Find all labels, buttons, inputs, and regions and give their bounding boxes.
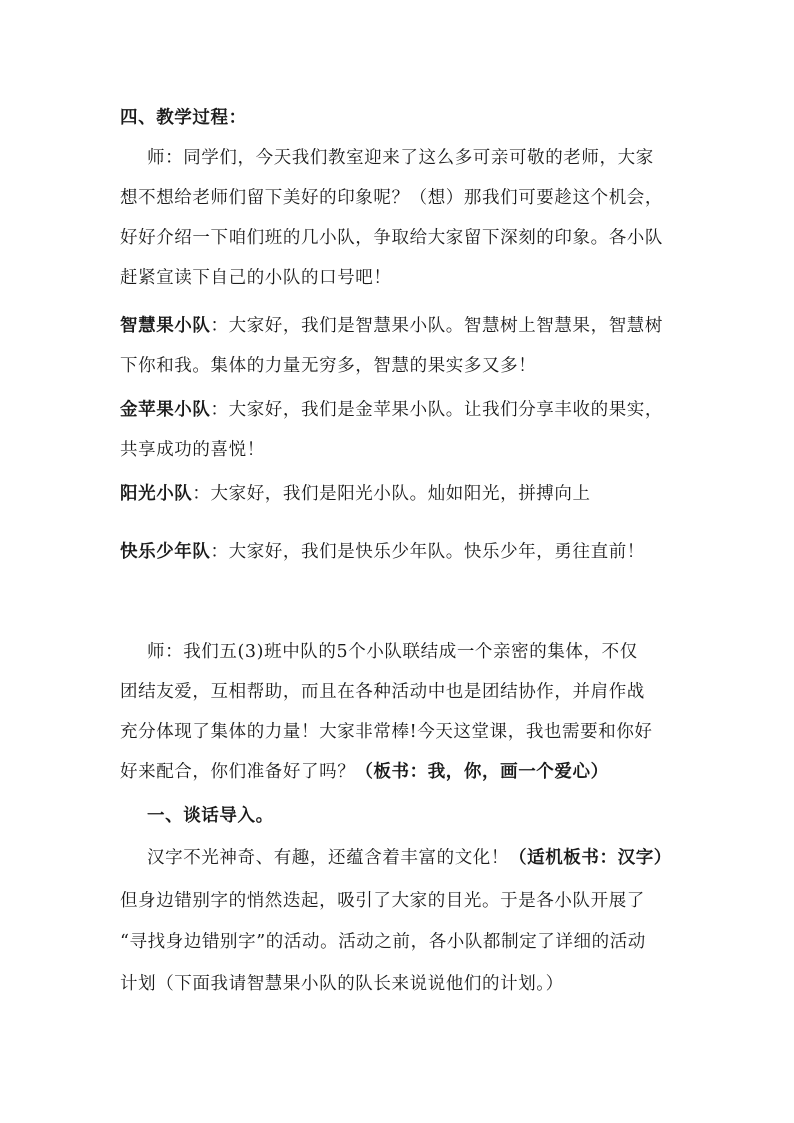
teacher2-line-3: 充分体现了集体的力量！大家非常棒!今天这堂课，我也需要和你好 xyxy=(120,722,653,742)
section-heading: 四、教学过程： xyxy=(120,108,247,128)
teacher2-last-plain: 好来配合，你们准备好了吗？ xyxy=(120,762,356,782)
intro-line-3: 好好介绍一下咱们班的几小队，争取给大家留下深刻的印象。各小队 xyxy=(120,228,663,248)
team-3-name: 阳光小队 xyxy=(120,484,193,504)
team-1-line-1 xyxy=(120,314,663,338)
para3-line-2: 但身边错别字的悄然迭起，吸引了大家的目光。于是各小队开展了 xyxy=(120,891,645,911)
board-note-2: （适机板书：汉字） xyxy=(509,848,672,868)
para3-line-3: “寻找身边错别字”的活动。活动之前，各小队都制定了详细的活动 xyxy=(120,932,646,952)
team-3-slogan-1: ：大家好，我们是阳光小队。灿如阳光，拼搏向上 xyxy=(192,484,591,504)
team-4-line-1 xyxy=(120,540,645,564)
teacher2-line-1: 师：我们五(3)班中队的5个小队联结成一个亲密的集体，不仅 xyxy=(147,642,638,662)
team-1-name: 智慧果小队 xyxy=(120,316,211,336)
board-note-1: （板书：我，你，画一个爱心） xyxy=(355,762,609,782)
teacher2-line-2: 团结友爱，互相帮助，而且在各种活动中也是团结协作，并肩作战 xyxy=(120,682,645,702)
team-3-line-1 xyxy=(120,482,591,506)
team-2-slogan-1: ：大家好，我们是金苹果小队。让我们分享丰收的果实， xyxy=(210,400,663,420)
intro-line-4: 赶紧宣读下自己的小队的口号吧！ xyxy=(120,268,392,288)
intro-line-1: 师：同学们，今天我们教室迎来了这么多可亲可敬的老师，大家 xyxy=(147,148,654,168)
team-2-line-2: 共享成功的喜悦！ xyxy=(120,440,265,460)
para3-first-plain: 汉字不光神奇、有趣，还蕴含着丰富的文化！ xyxy=(147,848,509,868)
para3-line-4: 计划（下面我请智慧果小队的队长来说说他们的计划。） xyxy=(120,974,564,994)
team-1-slogan-1: ：大家好，我们是智慧果小队。智慧树上智慧果，智慧树 xyxy=(210,316,663,336)
team-2-line-1 xyxy=(120,398,663,422)
section-1-heading: 一、谈话导入。 xyxy=(147,806,274,826)
para3-line-1 xyxy=(147,846,672,870)
team-1-line-2: 下你和我。集体的力量无穷多，智慧的果实多又多！ xyxy=(120,356,537,376)
team-4-name: 快乐少年队 xyxy=(120,542,211,562)
intro-line-2: 想不想给老师们留下美好的印象呢？（想）那我们可要趁这个机会， xyxy=(120,188,663,208)
team-2-name: 金苹果小队 xyxy=(120,400,211,420)
team-4-slogan-1: ：大家好，我们是快乐少年队。快乐少年，勇往直前！ xyxy=(210,542,645,562)
teacher2-line-4 xyxy=(120,760,609,784)
